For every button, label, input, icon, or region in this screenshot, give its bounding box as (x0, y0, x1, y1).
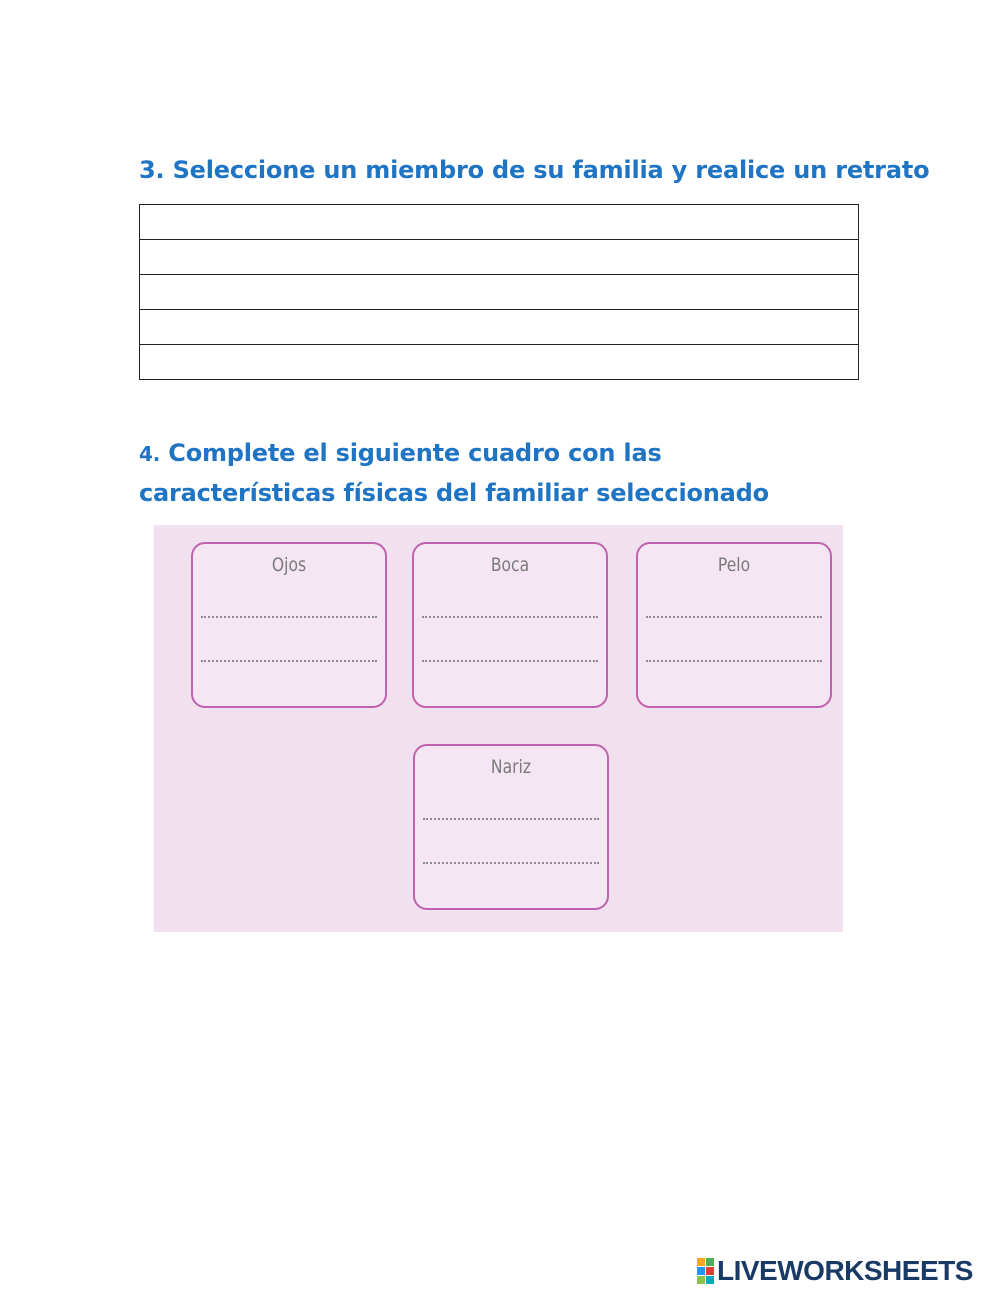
mouth-line-1[interactable] (422, 616, 598, 618)
mouth-line-2[interactable] (422, 660, 598, 662)
answer-line-2[interactable] (140, 240, 859, 275)
hair-line-1[interactable] (646, 616, 822, 618)
mouth-box (412, 542, 608, 708)
hair-box (636, 542, 832, 708)
mouth-label: Boca (490, 554, 530, 576)
question-3-heading (139, 151, 929, 190)
eyes-label: Ojos (271, 554, 307, 576)
hair-label: Pelo (717, 554, 751, 576)
answer-line-5[interactable] (140, 345, 859, 380)
answer-line-4[interactable] (140, 310, 859, 345)
eyes-box (191, 542, 387, 708)
hair-line-2[interactable] (646, 660, 822, 662)
nose-line-2[interactable] (423, 862, 599, 864)
liveworksheets-brand (697, 1256, 973, 1286)
question-4-text: Complete el siguiente cuadro con las características físicas del familiar seleccionado (139, 439, 769, 507)
answer-line-1[interactable] (140, 205, 859, 240)
nose-line-1[interactable] (423, 818, 599, 820)
question-3-text: Seleccione un miembro de su familia y realice un retrato (172, 156, 930, 184)
nose-label: Nariz (490, 756, 532, 778)
question-4-heading (139, 434, 859, 513)
answer-line-3[interactable] (140, 275, 859, 310)
question-4-number: 4. (139, 442, 161, 466)
portrait-lines-table (139, 204, 859, 380)
characteristics-panel (154, 525, 843, 932)
brand-name: LIVEWORKSHEETS (717, 1255, 973, 1286)
nose-box (413, 744, 609, 910)
question-3-number: 3. (139, 156, 165, 184)
eyes-line-2[interactable] (201, 660, 377, 662)
eyes-line-1[interactable] (201, 616, 377, 618)
liveworksheets-logo-icon (697, 1258, 714, 1284)
